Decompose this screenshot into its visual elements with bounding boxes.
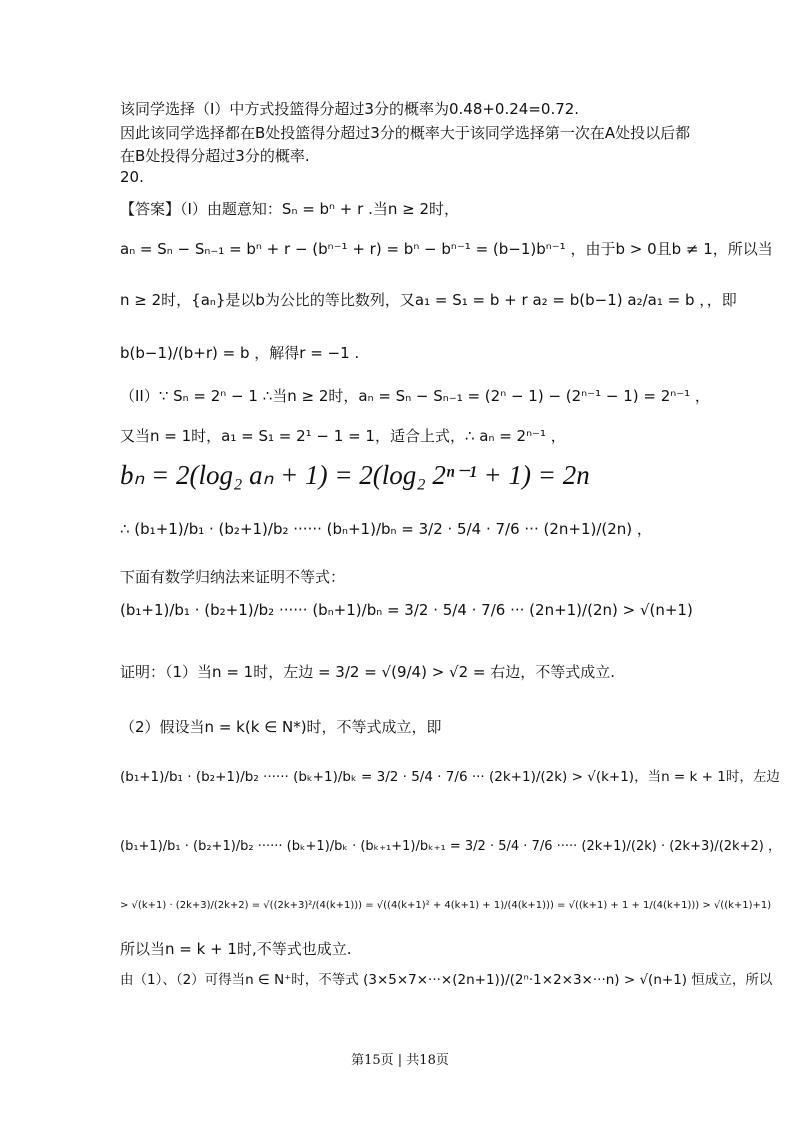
text-line-2: 因此该同学选择都在B处投篮得分超过3分的概率大于该同学选择第一次在A处投以后都 — [120, 124, 691, 142]
text-line-19: > √(k+1) · (2k+3)/(2k+2) = √((2k+3)²/(4(k+1))) = √((4(k+1)² + 4(k+1) + 1)/(4(k+1))) = √((k+1) + 1 + 1/(4(k+1))) > √((k+1)+1) — [120, 900, 772, 911]
text-line-13: 下面有数学归纳法来证明不等式： — [120, 568, 346, 586]
text-line-7: n ≥ 2时，{aₙ}是以b为公比的等比数列，又a₁ = S₁ = b + r a₂ = b(b−1) a₂/a₁ = b ，，即 — [120, 291, 737, 309]
text-line-1: 该同学选择（I）中方式投篮得分超过3分的概率为0.48+0.24=0.72. — [120, 100, 580, 118]
text-line-20: 所以当n = k + 1时,不等式也成立. — [120, 940, 352, 958]
text-line-6: aₙ = Sₙ − Sₙ₋₁ = bⁿ + r − (bⁿ⁻¹ + r) = bⁿ − bⁿ⁻¹ = (b−1)bⁿ⁻¹ ，由于b > 0且b ≠ 1，所以当 — [120, 240, 773, 258]
text-line-15: 证明：（1）当n = 1时，左边 = 3/2 = √(9/4) > √2 = 右边，不等式成立. — [120, 663, 616, 681]
text-line-16: （2）假设当n = k(k ∈ N*)时，不等式成立，即 — [120, 718, 442, 736]
text-line-3: 在B处投得分超过3分的概率. — [120, 147, 310, 165]
text-line-11: bₙ = 2(log₂ aₙ + 1) = 2(log₂ 2ⁿ⁻¹ + 1) = 2n — [120, 460, 590, 490]
text-line-12: ∴ (b₁+1)/b₁ · (b₂+1)/b₂ ······ (bₙ+1)/bₙ = 3/2 · 5/4 · 7/6 ··· (2n+1)/(2n) ， — [120, 520, 652, 538]
text-line-4: 20. — [120, 168, 144, 186]
text-line-21: 由（1）、（2）可得当n ∈ N⁺时，不等式 (3×5×7×···×(2n+1))/(2ⁿ·1×2×3×···n) > √(n+1) 恒成立，所以 — [120, 972, 773, 988]
text-line-8: b(b−1)/(b+r) = b ，解得r = −1 . — [120, 344, 360, 362]
text-line-18: (b₁+1)/b₁ · (b₂+1)/b₂ ······ (bₖ+1)/bₖ · (bₖ₊₁+1)/bₖ₊₁ = 3/2 · 5/4 · 7/6 ····· (2k+1)/(2k) · (2k+3)/(2k+2) ， — [120, 839, 781, 854]
text-line-5: 【答案】（I）由题意知：Sₙ = bⁿ + r .当n ≥ 2时， — [120, 200, 459, 218]
text-line-10: 又当n = 1时，a₁ = S₁ = 2¹ − 1 = 1，适合上式，∴ aₙ = 2ⁿ⁻¹ ， — [120, 427, 566, 445]
page-footer: 第15页 | 共18页 — [351, 1053, 449, 1068]
text-line-17: (b₁+1)/b₁ · (b₂+1)/b₂ ······ (bₖ+1)/bₖ = 3/2 · 5/4 · 7/6 ··· (2k+1)/(2k) > √(k+1)，当n = k + 1时，左边 — [120, 769, 780, 785]
text-line-14: (b₁+1)/b₁ · (b₂+1)/b₂ ······ (bₙ+1)/bₙ = 3/2 · 5/4 · 7/6 ··· (2n+1)/(2n) > √(n+1) — [120, 601, 693, 619]
text-line-9: （II）∵ Sₙ = 2ⁿ − 1 ∴当n ≥ 2时，aₙ = Sₙ − Sₙ₋₁ = (2ⁿ − 1) − (2ⁿ⁻¹ − 1) = 2ⁿ⁻¹ ， — [120, 387, 710, 405]
